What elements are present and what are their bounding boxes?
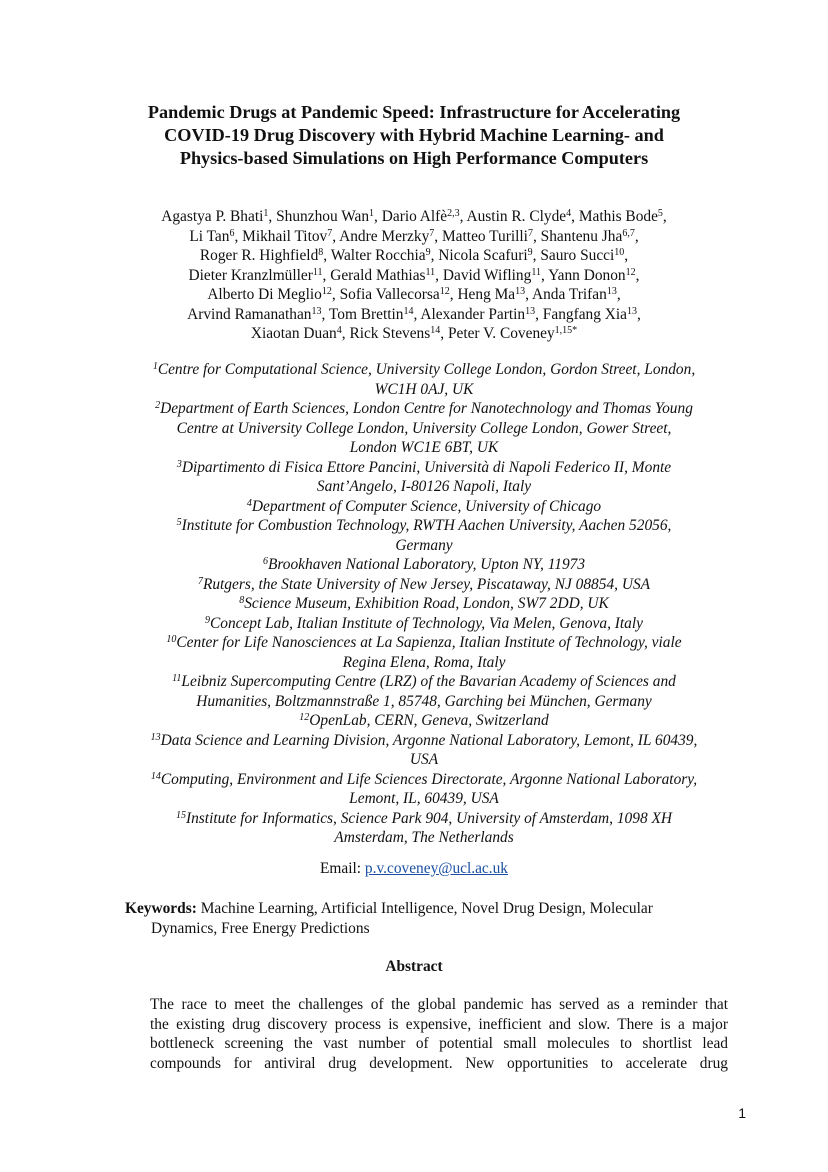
affiliation-text: Brookhaven National Laboratory, Upton NY, 11973 (267, 556, 586, 573)
author-affiliation-marker: 13 (525, 305, 536, 317)
affiliation-number: 6 (262, 556, 268, 567)
author-name: Alexander Partin (420, 305, 526, 323)
author-affiliation-marker: 7 (527, 227, 533, 239)
keywords-text: Machine Learning, Artificial Intelligence, Novel Drug Design, Molecular (200, 900, 653, 917)
affiliation-line (110, 828, 738, 848)
affiliation-text: Institute for Combustion Technology, RWTH Aachen University, Aachen 52056, (181, 517, 672, 534)
author-separator: , (234, 227, 243, 245)
affiliation-text: Science Museum, Exhibition Road, London, SW7 2DD, UK (244, 595, 609, 612)
author-separator: , (637, 305, 641, 323)
author-affiliation-marker: 4 (566, 208, 572, 219)
affiliation-line (110, 438, 738, 458)
author-name: Fangfang Xia (542, 305, 627, 323)
author-separator: , (440, 325, 448, 342)
affiliation-number: 10 (166, 634, 177, 645)
affiliation-line (110, 731, 738, 751)
affiliation-line (110, 633, 738, 653)
author-affiliation-marker: 7 (429, 227, 435, 239)
affiliation (110, 672, 738, 711)
affiliation-line (110, 536, 738, 556)
affiliation-line (110, 399, 738, 419)
affiliation-number: 3 (176, 458, 182, 470)
author-separator: , (321, 305, 329, 323)
affiliation-text: Rutgers, the State University of New Jersey, Piscataway, NJ 08854, USA (202, 575, 651, 593)
author-affiliation-marker: 1,15* (554, 325, 578, 336)
affiliation-text: OpenLab, CERN, Geneva, Switzerland (309, 712, 549, 729)
affiliation-number: 4 (246, 497, 252, 509)
affiliation-number: 1 (152, 361, 158, 372)
affiliation-number: 7 (197, 575, 203, 587)
email-link[interactable]: p.v.coveney@ucl.ac.uk (364, 860, 508, 877)
author-name: Mikhail Titov (242, 227, 328, 245)
author-name: Rick Stevens (349, 325, 431, 342)
title-line: Pandemic Drugs at Pandemic Speed: Infrastructure for Accelerating (147, 102, 681, 122)
affiliation-text: Regina Elena, Roma, Italy (342, 653, 506, 671)
contact-email (0, 859, 828, 879)
author-name: Li Tan (189, 227, 230, 245)
author-separator: , (616, 286, 621, 303)
affiliation-text: Department of Earth Sciences, London Centre for Nanotechnology and Thomas Young (160, 400, 693, 417)
author-name: Yann Donon (548, 266, 626, 284)
author-name: Alberto Di Meglio (207, 286, 322, 303)
author-name: Austin R. Clyde (466, 208, 567, 225)
author-affiliation-marker: 6,7 (622, 227, 635, 239)
author-name: Sofia Vallecorsa (339, 286, 440, 303)
author-separator: , (430, 247, 439, 264)
affiliation-line (110, 672, 738, 692)
author-separator: , (635, 266, 640, 284)
author-affiliation-marker: 12 (625, 266, 636, 278)
affiliation-text: Sant’Angelo, I-80126 Napoli, Italy (316, 478, 532, 495)
abstract-heading: Abstract (385, 958, 443, 975)
abstract-line: bottleneck screening the vast number of potential small molecules to shortlist lead (150, 1035, 728, 1052)
author-line (110, 207, 718, 227)
author-separator: , (435, 266, 443, 284)
affiliation (110, 575, 738, 595)
affiliation-line (110, 711, 738, 731)
author-name: Nicola Scafuri (438, 247, 528, 264)
affiliation-line (110, 419, 738, 439)
author-affiliation-marker: 9 (527, 247, 533, 258)
affiliation-text: London WC1E 6BT, UK (349, 439, 499, 456)
author-affiliation-marker: 4 (336, 325, 342, 336)
author-affiliation-marker: 5 (657, 208, 663, 219)
affiliation-text: Germany (395, 536, 453, 554)
affiliation-line (110, 750, 738, 770)
affiliation-number: 11 (172, 673, 182, 684)
author-line (110, 246, 718, 266)
author-separator: , (634, 227, 639, 245)
author-affiliation-marker: 11 (425, 266, 436, 278)
paper-title (130, 101, 698, 170)
author-separator: , (540, 266, 549, 284)
author-name: David Wifling (442, 266, 532, 284)
affiliation (110, 360, 738, 399)
author-affiliation-marker: 8 (318, 247, 324, 258)
author-affiliation-marker: 13 (311, 305, 322, 317)
affiliation (110, 711, 738, 731)
affiliation-line (110, 789, 738, 809)
author-separator: , (434, 227, 442, 245)
author-name: Andre Merzky (339, 227, 430, 245)
affiliation-line (110, 575, 738, 595)
author-affiliation-marker: 7 (327, 227, 333, 239)
affiliation-line (110, 458, 738, 478)
affiliation (110, 516, 738, 555)
author-name: Matteo Turilli (442, 227, 528, 245)
author-separator: , (322, 266, 331, 284)
author-name: Shantenu Jha (540, 227, 623, 245)
affiliation-text: Humanities, Boltzmannstraße 1, 85748, Garching bei München, Germany (196, 692, 652, 710)
affiliation-line (110, 770, 738, 790)
affiliation-text: Amsterdam, The Netherlands (334, 829, 514, 846)
affiliation-line (110, 653, 738, 673)
author-name: Gerald Mathias (330, 266, 426, 284)
author-name: Roger R. Highfield (199, 247, 319, 264)
author-name: Shunzhou Wan (276, 208, 370, 225)
author-separator: , (449, 286, 458, 303)
author-affiliation-marker: 10 (614, 247, 625, 258)
affiliation-number: 9 (204, 614, 210, 626)
author-affiliation-marker: 13 (606, 286, 617, 297)
author-separator: , (268, 208, 277, 225)
author-separator: , (624, 247, 629, 264)
affiliation-text: Department of Computer Science, University of Chicago (251, 497, 602, 515)
page-number: 1 (738, 1105, 746, 1121)
author-name: Sauro Succi (540, 247, 615, 264)
affiliation-text: Center for Life Nanosciences at La Sapienza, Italian Institute of Technology, viale (176, 634, 682, 651)
affiliation-text: Leibniz Supercomputing Centre (LRZ) of the Bavarian Academy of Sciences and (181, 673, 676, 690)
author-name: Agastya P. Bhati (161, 208, 264, 225)
author-affiliation-marker: 6 (229, 227, 235, 239)
author-separator: , (374, 208, 382, 225)
affiliation-list (110, 360, 738, 848)
affiliation-line (110, 477, 738, 497)
author-name: Peter V. Coveney (447, 325, 555, 342)
author-separator: , (662, 208, 667, 225)
author-affiliation-marker: 9 (425, 247, 431, 258)
affiliation-line (110, 516, 738, 536)
affiliation (110, 555, 738, 575)
author-name: Mathis Bode (578, 208, 658, 225)
affiliation (110, 770, 738, 809)
affiliation-text: Concept Lab, Italian Institute of Technology, Via Melen, Genova, Italy (209, 614, 643, 632)
affiliation (110, 633, 738, 672)
author-line (110, 324, 718, 344)
author-affiliation-marker: 1 (369, 208, 375, 219)
author-affiliation-marker: 11 (531, 266, 541, 278)
affiliation (110, 497, 738, 517)
affiliation-number: 2 (155, 400, 161, 411)
affiliation-text: Institute for Informatics, Science Park 904, University of Amsterdam, 1098 XH (185, 809, 672, 827)
author-line (110, 305, 718, 325)
affiliation-line (110, 497, 738, 517)
email-label: Email: (320, 860, 362, 877)
author-separator: , (532, 247, 541, 264)
affiliation-line (110, 809, 738, 829)
affiliation-number: 8 (239, 595, 245, 606)
author-name: Xiaotan Duan (250, 325, 337, 342)
affiliation-line (110, 614, 738, 634)
affiliation-number: 15 (175, 809, 186, 821)
title-line: COVID-19 Drug Discovery with Hybrid Machine Learning- and (164, 125, 664, 145)
abstract-body (150, 995, 728, 1073)
affiliation (110, 458, 738, 497)
affiliation-text: Centre for Computational Science, University College London, Gordon Street, London, (157, 361, 696, 378)
affiliation-line (110, 380, 738, 400)
affiliation (110, 809, 738, 848)
affiliation (110, 614, 738, 634)
affiliation-number: 12 (299, 712, 310, 723)
author-affiliation-marker: 14 (403, 305, 414, 317)
abstract-line: The race to meet the challenges of the global pandemic has served as a reminder that (150, 996, 728, 1013)
author-name: Dieter Kranzlmüller (188, 266, 313, 284)
affiliation-text: USA (409, 751, 439, 768)
author-separator: , (535, 305, 543, 323)
author-affiliation-marker: 1 (263, 208, 269, 219)
affiliation-number: 14 (150, 770, 161, 782)
affiliation (110, 399, 738, 458)
affiliation-text: Computing, Environment and Life Sciences Directorate, Argonne National Laboratory, (160, 770, 698, 788)
affiliation-text: Lemont, IL, 60439, USA (349, 790, 499, 807)
keywords-text: Dynamics, Free Energy Predictions (151, 919, 370, 937)
author-affiliation-marker: 2,3 (447, 208, 460, 219)
affiliation-text: Centre at University College London, University College London, Gower Street, (176, 419, 672, 437)
title-line: Physics-based Simulations on High Performance Computers (179, 148, 649, 168)
author-separator: , (341, 325, 350, 342)
affiliation-number: 5 (176, 517, 182, 528)
author-separator: , (323, 247, 331, 264)
author-affiliation-marker: 13 (515, 286, 526, 297)
author-name: Arvind Ramanathan (187, 305, 312, 323)
affiliation (110, 731, 738, 770)
affiliation-number: 13 (150, 731, 161, 743)
author-affiliation-marker: 11 (312, 266, 323, 278)
author-affiliation-marker: 12 (439, 286, 450, 297)
author-separator: , (459, 208, 467, 225)
author-list (110, 207, 718, 344)
affiliation-line (110, 692, 738, 712)
author-separator: , (525, 286, 532, 303)
author-separator: , (413, 305, 421, 323)
affiliation-text: WC1H 0AJ, UK (374, 380, 474, 398)
affiliation-text: Data Science and Learning Division, Argonne National Laboratory, Lemont, IL 60439, (160, 731, 698, 749)
author-separator: , (571, 208, 579, 225)
author-separator: , (332, 227, 340, 245)
author-affiliation-marker: 12 (321, 286, 332, 297)
keywords (125, 899, 735, 938)
author-name: Heng Ma (457, 286, 516, 303)
affiliation-text: Dipartimento di Fisica Ettore Pancini, Università di Napoli Federico II, Monte (181, 458, 672, 476)
author-line (110, 285, 718, 305)
affiliation-line (110, 594, 738, 614)
author-name: Dario Alfè (381, 208, 448, 225)
author-line (110, 227, 718, 247)
abstract-line: the existing drug discovery process is expensive, inefficient and slow. There is a major (150, 1015, 728, 1033)
affiliation-line (110, 555, 738, 575)
keywords-label: Keywords: (125, 900, 197, 917)
affiliation (110, 594, 738, 614)
author-affiliation-marker: 14 (430, 325, 441, 336)
author-separator: , (532, 227, 541, 245)
author-line (110, 266, 718, 286)
author-name: Tom Brettin (328, 305, 404, 323)
affiliation-line (110, 360, 738, 380)
author-name: Walter Rocchia (330, 247, 426, 264)
author-separator: , (331, 286, 340, 303)
author-name: Anda Trifan (532, 286, 607, 303)
abstract-line: compounds for antiviral drug development. New opportunities to accelerate drug (150, 1054, 728, 1072)
author-affiliation-marker: 13 (627, 305, 637, 317)
